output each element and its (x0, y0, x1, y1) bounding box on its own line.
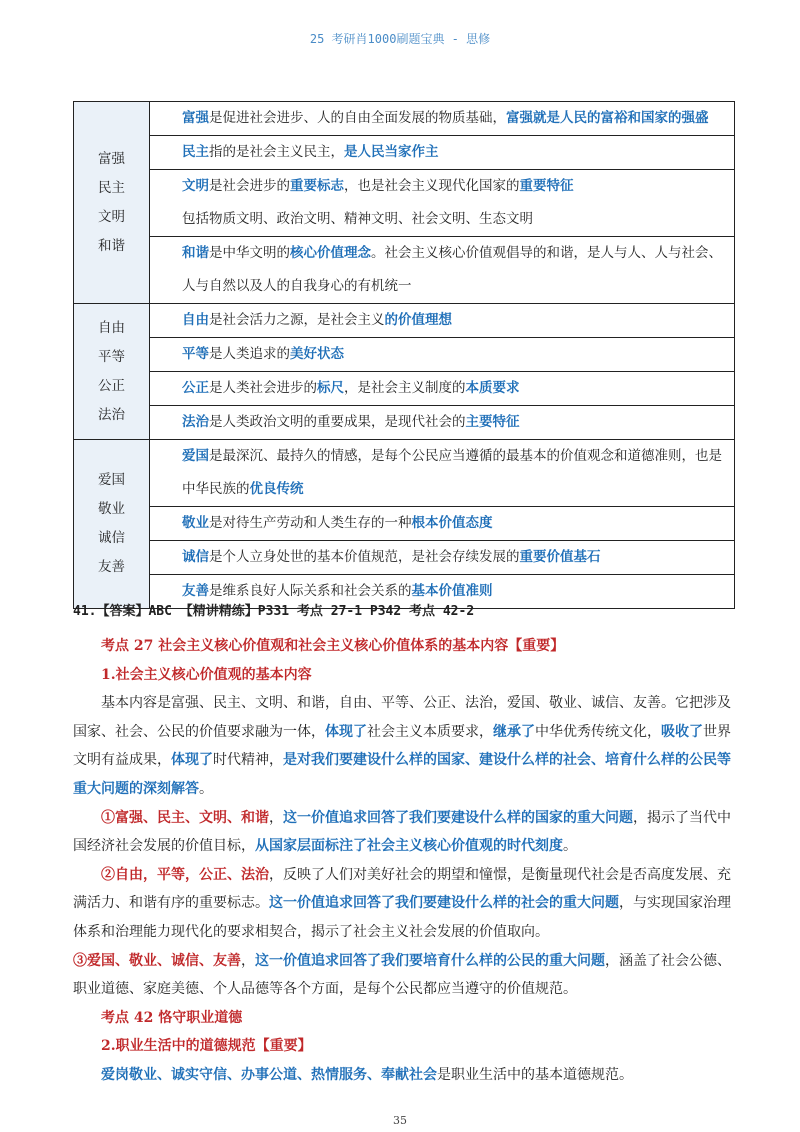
text-run: 的价值理想 (384, 312, 452, 328)
paragraph (73, 947, 735, 1004)
text-run: 重要标志 (290, 178, 344, 194)
text-run: 世界文明有益成果， (73, 723, 731, 769)
value-group-name: 文明 (98, 208, 125, 225)
text-run: 民主 (182, 144, 209, 160)
text-run: 是个人立身处世的基本价值规范，是社会存续发展的 (209, 549, 520, 565)
text-run: 是社会进步的 (209, 178, 290, 194)
value-description-cell (150, 372, 735, 406)
paragraph (73, 661, 735, 690)
text-run: 是人类社会进步的 (209, 380, 317, 396)
value-description-cell (150, 541, 735, 575)
text-run: 文明 (182, 178, 209, 194)
value-description-cell (150, 102, 735, 136)
text-run: 体现了 (171, 752, 213, 769)
text-run: 是社会活力之源，是社会主义 (209, 312, 385, 328)
table-row (74, 237, 735, 304)
paragraph (73, 804, 735, 861)
paragraph (73, 1061, 735, 1090)
text-run: ， (241, 952, 255, 969)
table-row (74, 507, 735, 541)
text-run: 友善 (182, 583, 209, 599)
text-run: 这一价值追求回答了我们要建设什么样的国家的重大问题 (283, 809, 633, 826)
core-values-table (73, 101, 735, 609)
table-row (74, 541, 735, 575)
text-run: 1.社会主义核心价值观的基本内容 (101, 666, 312, 683)
text-run: ，反映了人们对美好社会的期望和憧憬，是衡量现代社会是否高度发展、充满活力、和谐有序的重要标志。 (73, 866, 731, 912)
paragraph (73, 1004, 735, 1033)
text-run: 体现了 (325, 723, 367, 740)
text-run: 中华优秀传统文化， (535, 723, 661, 740)
text-run: 吸收了 (661, 723, 703, 740)
text-run: 诚信 (182, 549, 209, 565)
text-run: 标尺 (317, 380, 344, 396)
text-run: 本质要求 (465, 380, 520, 396)
text-run: 是最深沉、最持久的情感，是每个公民应当遵循的最基本的价值观念和道德准则，也是中华民族的 (182, 448, 722, 497)
value-group-name: 富强 (98, 150, 125, 167)
text-run: 指的是社会主义民主， (209, 144, 344, 160)
text-run: 爱岗敬业、诚实守信、办事公道、热情服务、奉献社会 (101, 1066, 437, 1083)
text-run: 这一价值追求回答了我们要建设什么样的社会的重大问题 (269, 895, 619, 912)
text-run: ，也是社会主义现代化国家的 (344, 178, 520, 194)
text-run: 平等 (182, 346, 209, 362)
value-group-name: 自由 (98, 319, 125, 336)
text-run: 和谐 (182, 245, 209, 261)
text-run: ，是社会主义制度的 (344, 380, 466, 396)
text-run: 考点 42 恪守职业道德 (101, 1009, 243, 1026)
value-group-name: 爱国 (98, 472, 125, 488)
value-group-name: 法治 (98, 406, 125, 423)
value-group-cell (74, 304, 150, 440)
paragraph (73, 1032, 735, 1061)
value-group-name: 民主 (98, 179, 125, 196)
value-group-name: 和谐 (98, 237, 125, 254)
text-run: 包括物质文明、政治文明、精神文明、社会文明、生态文明 (182, 211, 533, 227)
text-run: 从国家层面标注了社会主义核心价值观的时代刻度 (255, 838, 563, 855)
text-run: 。社会主义核心价值观倡导的和谐，是人与人、人与社会、人与自然以及人的自我身心的有机统一 (182, 245, 722, 294)
value-group-cell (74, 102, 150, 304)
text-run: 主要特征 (465, 414, 520, 430)
text-run: 是中华文明的 (209, 245, 290, 261)
text-run: 考点 27 社会主义核心价值观和社会主义核心价值体系的基本内容【重要】 (101, 638, 565, 654)
value-group-name: 诚信 (98, 530, 125, 546)
paragraph (73, 861, 735, 947)
text-run: ，与实现国家治理体系和治理能力现代化的要求相契合，揭示了社会主义社会发展的价值取向。 (73, 895, 731, 940)
table-row (74, 406, 735, 440)
value-description-cell (150, 507, 735, 541)
text-run: 富强 (182, 110, 209, 126)
explanation-body (73, 632, 735, 1090)
page-number: 35 (393, 1114, 407, 1127)
value-group-name: 友善 (98, 559, 125, 575)
table-row (74, 440, 735, 507)
text-run: 根本价值态度 (411, 515, 493, 531)
text-run: 时代精神， (213, 752, 283, 769)
text-run: ②自由，平等，公正、法治 (101, 866, 269, 883)
text-run: 是促进社会进步、人的自由全面发展的物质基础， (209, 110, 506, 126)
text-run: 优良传统 (249, 481, 304, 497)
text-run: 是对我们要建设什么样的国家、建设什么样的社会、培育什么样的公民等重大问题的深刻解答 (73, 752, 731, 797)
page-header: 25 考研肖1000刷题宝典 - 思修 (309, 32, 491, 46)
text-run: 爱国 (182, 448, 209, 464)
value-description-cell (150, 170, 735, 237)
table-row (74, 304, 735, 338)
text-run: 是人类政治文明的重要成果，是现代社会的 (209, 414, 466, 430)
text-run: 继承了 (493, 723, 535, 740)
text-run: ，揭示了当代中国经济社会发展的价值目标， (73, 809, 731, 855)
text-run: 重要价值基石 (519, 549, 601, 565)
paragraph (73, 632, 735, 661)
value-group-name: 敬业 (98, 501, 125, 517)
table-row (74, 372, 735, 406)
text-run: ①富强、民主、文明、和谐 (101, 809, 269, 826)
text-run: 美好状态 (290, 346, 344, 362)
text-run: 重要特征 (519, 178, 574, 194)
text-run: ③爱国、敬业、诚信、友善 (73, 952, 241, 969)
text-run: 自由 (182, 312, 209, 328)
answer-line: 41.【答案】ABC 【精讲精练】P331 考点 27-1 P342 考点 42-2 (73, 604, 475, 619)
text-run: 核心价值理念 (290, 245, 371, 261)
table-row (74, 136, 735, 170)
table-row (74, 102, 735, 136)
text-run: 社会主义本质要求， (367, 723, 493, 740)
text-run: 公正 (182, 380, 209, 396)
text-run: 2.职业生活中的道德规范【重要】 (101, 1038, 312, 1055)
text-run: 法治 (182, 414, 209, 430)
text-run: 这一价值追求回答了我们要培育什么样的公民的重大问题 (255, 952, 605, 969)
table-row (74, 170, 735, 237)
text-run: 是职业生活中的基本道德规范。 (437, 1066, 633, 1083)
value-group-name: 公正 (98, 377, 125, 394)
text-run: 是人类追求的 (209, 346, 290, 362)
text-run: 是对待生产劳动和人类生存的一种 (209, 515, 412, 531)
value-description-cell (150, 304, 735, 338)
value-description-cell (150, 237, 735, 304)
value-description-cell (150, 440, 735, 507)
text-run: 。 (563, 838, 577, 855)
value-group-cell (74, 440, 150, 609)
value-group-name: 平等 (98, 348, 125, 365)
text-run: 是维系良好人际关系和社会关系的 (209, 583, 412, 599)
value-description-cell (150, 406, 735, 440)
text-run: 敬业 (182, 515, 209, 531)
value-description-cell (150, 338, 735, 372)
text-run: ，涵盖了社会公德、职业道德、家庭美德、个人品德等各个方面，是每个公民都应当遵守的价值规范。 (73, 952, 731, 998)
text-run: ， (269, 809, 283, 826)
text-run: 基本内容是富强、民主、文明、和谐，自由、平等、公正、法治，爱国、敬业、诚信、友善。它把涉及国家、社会、公民的价值要求融为一体， (73, 695, 731, 740)
text-run: 。 (199, 780, 213, 797)
value-description-cell (150, 136, 735, 170)
text-run: 富强就是人民的富裕和国家的强盛 (506, 110, 709, 126)
text-run: 基本价值准则 (411, 583, 493, 599)
text-run: 是人民当家作主 (344, 144, 439, 160)
table-row (74, 338, 735, 372)
paragraph (73, 689, 735, 803)
